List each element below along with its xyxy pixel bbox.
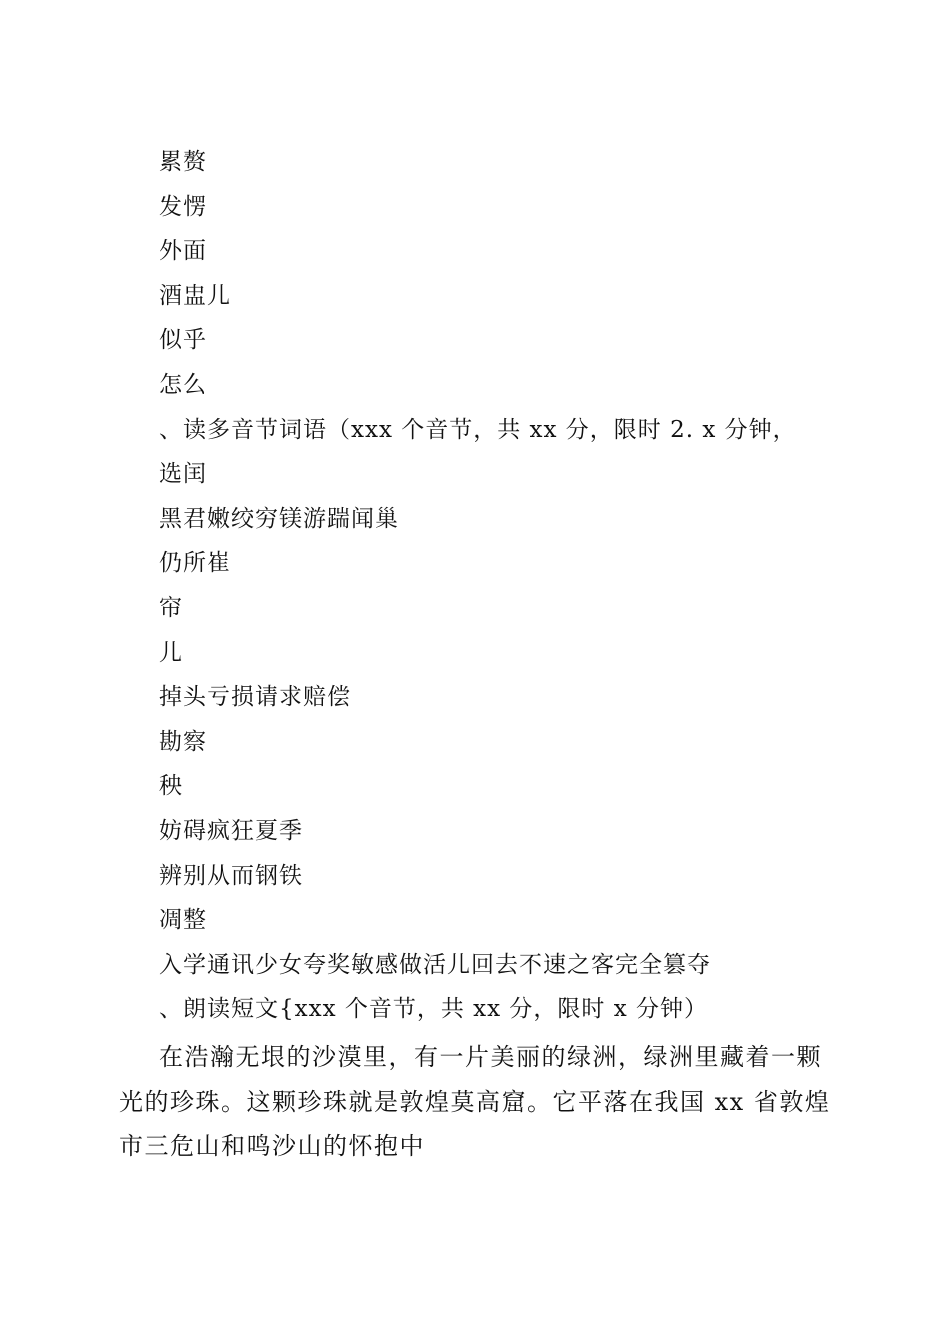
- word-line: 酒盅儿: [159, 282, 231, 309]
- word-line: 怎么: [159, 371, 207, 398]
- word-line: 秧: [159, 773, 183, 800]
- passage-line: 光的珍珠。这颗珍珠就是敦煌莫高窟。它平落在我国 xx 省敦煌: [119, 1087, 831, 1116]
- word-line: 黑君嫩绞穷镁游踹闻巢: [159, 505, 399, 532]
- word-line: 入学通讯少女夸奖敏感做活儿回去不速之客完全篡夺: [159, 951, 711, 978]
- word-line: 辨别从而钢铁: [159, 862, 303, 889]
- reading-passage: [119, 1035, 839, 1169]
- word-line: 儿: [159, 639, 183, 666]
- passage-line: 市三危山和鸣沙山的怀抱中: [119, 1132, 425, 1160]
- word-line: 帘: [159, 594, 183, 621]
- word-line: 外面: [159, 238, 207, 265]
- word-line: 勘察: [159, 728, 207, 755]
- section-heading: 、朗读短文{xxx 个音节，共 xx 分，限时 x 分钟）: [159, 996, 709, 1023]
- word-line: 凋整: [159, 907, 207, 934]
- word-line: 仍所崔: [159, 550, 231, 577]
- word-list: [159, 140, 859, 1032]
- word-line: 累赘: [159, 149, 207, 175]
- word-line: 似乎: [159, 327, 207, 354]
- section-heading: 、读多音节词语（xxx 个音节，共 xx 分，限时 2. x 分钟，: [159, 416, 797, 443]
- word-line: 选闰: [159, 461, 207, 488]
- passage-line: 在浩瀚无垠的沙漠里，有一片美丽的绿洲，绿洲里藏着一颗: [159, 1043, 822, 1071]
- word-line: 发愣: [159, 193, 207, 220]
- word-line: 掉头亏损请求赔偿: [159, 684, 351, 711]
- word-line: 妨碍疯狂夏季: [159, 817, 303, 844]
